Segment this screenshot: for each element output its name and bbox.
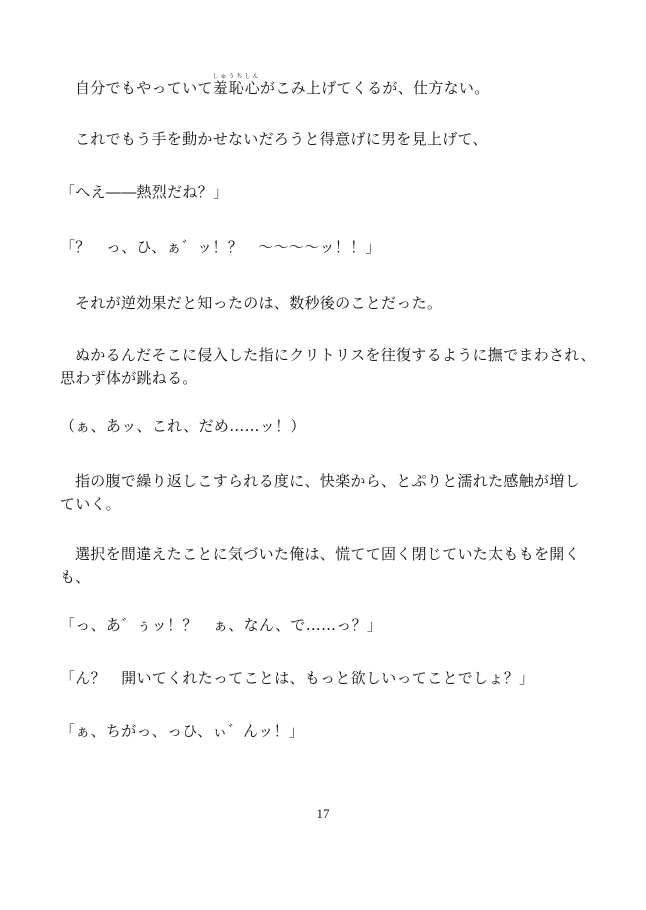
paragraph-1-text-after: がこみ上げてくるが、仕方ない。 bbox=[260, 79, 490, 97]
page-number: 17 bbox=[316, 806, 330, 821]
paragraph-5-line-2: ていく。 bbox=[60, 495, 121, 513]
paragraph-4-line-2: 思わず体が跳ねる。 bbox=[60, 369, 198, 387]
paragraph-3-line-1: それが逆効果だと知ったのは、数秒後のことだった。 bbox=[75, 294, 443, 312]
paragraph-1-text-before: 自分でもやっていて bbox=[75, 79, 213, 97]
inner-monologue-line-1: （ぁ、あッ、これ、だめ……ッ！） bbox=[60, 417, 306, 435]
dialogue-5-line-1: 「ぁ、ちがっ、っひ、ぃ゛んッ！」 bbox=[60, 722, 305, 740]
paragraph-6 bbox=[60, 543, 580, 589]
dialogue-1 bbox=[60, 181, 228, 204]
paragraph-3 bbox=[60, 292, 442, 315]
dialogue-4 bbox=[60, 667, 534, 690]
paragraph-4 bbox=[60, 344, 596, 390]
paragraph-1 bbox=[60, 73, 490, 100]
dialogue-5 bbox=[60, 720, 304, 743]
paragraph-6-line-2: も、 bbox=[60, 568, 91, 586]
ruby-base: 羞恥心 bbox=[212, 79, 261, 97]
paragraph-5 bbox=[60, 470, 580, 516]
dialogue-2 bbox=[60, 236, 381, 259]
dialogue-1-line-1: 「へえ――熱烈だね？」 bbox=[60, 183, 229, 201]
dialogue-3 bbox=[60, 614, 382, 637]
ruby-annotation bbox=[212, 73, 261, 97]
paragraph-6-line-1: 選択を間違えたことに気づいた俺は、慌てて固く閉じていた太ももを開く bbox=[75, 545, 580, 563]
paragraph-5-line-1: 指の腹で繰り返しこすられる度に、快楽から、とぷりと濡れた感触が増し bbox=[75, 472, 580, 490]
ruby-reading: しゅうちしん bbox=[212, 73, 261, 80]
paragraph-4-line-1: ぬかるんだそこに侵入した指にクリトリスを往復するように撫でまわされ、 bbox=[75, 346, 596, 364]
paragraph-2-line-1: これでもう手を動かせないだろうと得意げに男を見上げて、 bbox=[75, 130, 488, 148]
paragraph-2 bbox=[60, 128, 488, 151]
dialogue-3-line-1: 「っ、あ゛ぅッ！？ ぁ、なん、で……っ？」 bbox=[60, 616, 383, 634]
inner-monologue bbox=[60, 415, 306, 438]
dialogue-2-line-1: 「？ っ、ひ、ぁ゛ッ！？ ～～～～ッ！！」 bbox=[60, 238, 381, 256]
dialogue-4-line-1: 「ん？ 開いてくれたってことは、もっと欲しいってことでしょ？」 bbox=[60, 669, 535, 687]
